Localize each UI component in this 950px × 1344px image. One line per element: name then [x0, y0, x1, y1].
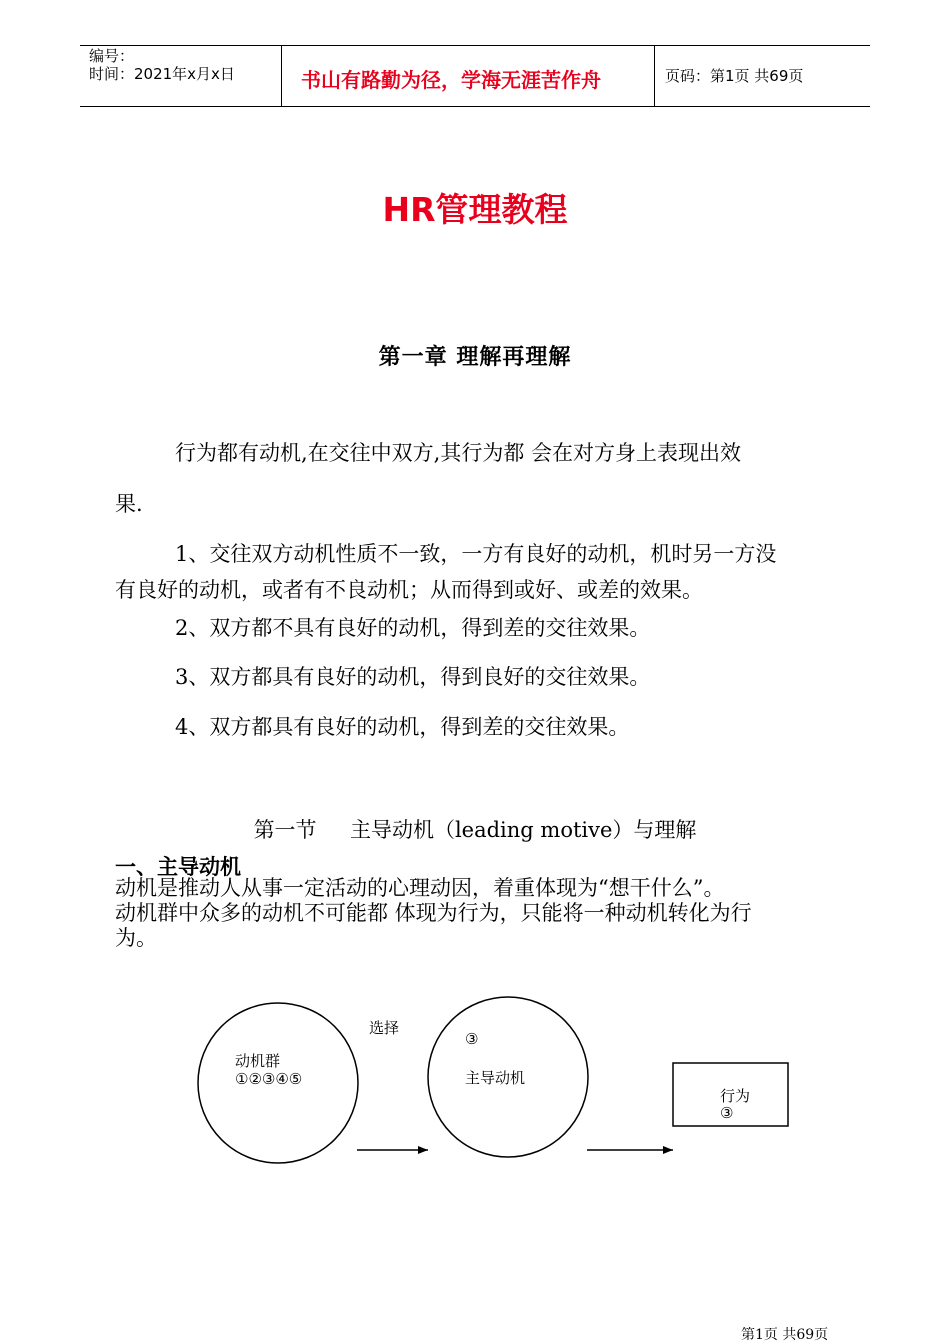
intro-line-2: 果.	[115, 492, 143, 516]
body-line-2: 动机群中众多的动机不可能都 体现为行为，只能将一种动机转化为行	[115, 901, 752, 925]
item-1-line-1: 1、交往双方动机性质不一致，一方有良好的动机，机时另一方没	[175, 542, 777, 566]
motive-group-numbers: ①②③④⑤	[235, 1070, 303, 1088]
behavior-label: 行为	[720, 1087, 751, 1105]
document-title: HR管理教程	[382, 190, 568, 229]
header-top-border	[80, 45, 870, 46]
item-3: 3、双方都具有良好的动机，得到良好的交往效果。	[175, 665, 651, 689]
leading-motive-label: 主导动机	[465, 1069, 526, 1087]
time-label: 时间：2021年x月x日	[89, 65, 235, 83]
header-divider-2	[654, 45, 655, 106]
leading-motive-number: ③	[465, 1030, 479, 1048]
behavior-number: ③	[720, 1104, 734, 1122]
chapter-title: 第一章 理解再理解	[378, 344, 572, 370]
subsection-heading: 一、主导动机	[115, 855, 241, 879]
item-2: 2、双方都不具有良好的动机，得到差的交往效果。	[175, 616, 651, 640]
item-4: 4、双方都具有良好的动机，得到差的交往效果。	[175, 715, 630, 739]
serial-label: 编号：	[89, 47, 135, 65]
motive-group-label: 动机群	[235, 1052, 281, 1070]
intro-line-1: 行为都有动机,在交往中双方,其行为都 会在对方身上表现出效	[175, 441, 742, 465]
header-bottom-border	[80, 106, 870, 107]
header-page-info: 页码：第1页 共69页	[665, 67, 804, 85]
select-label: 选择	[369, 1019, 400, 1037]
header-divider-1	[281, 45, 282, 106]
header-motto: 书山有路勤为径，学海无涯苦作舟	[301, 68, 601, 92]
footer-page-info: 第1页 共69页	[741, 1327, 829, 1343]
body-line-3: 为。	[115, 926, 157, 950]
body-line-1: 动机是推动人从事一定活动的心理动因，着重体现为“想干什么”。	[115, 876, 725, 900]
item-1-line-2: 有良好的动机，或者有不良动机；从而得到或好、或差的效果。	[115, 578, 703, 602]
section-title: 第一节 主导动机（leading motive）与理解	[253, 818, 697, 842]
